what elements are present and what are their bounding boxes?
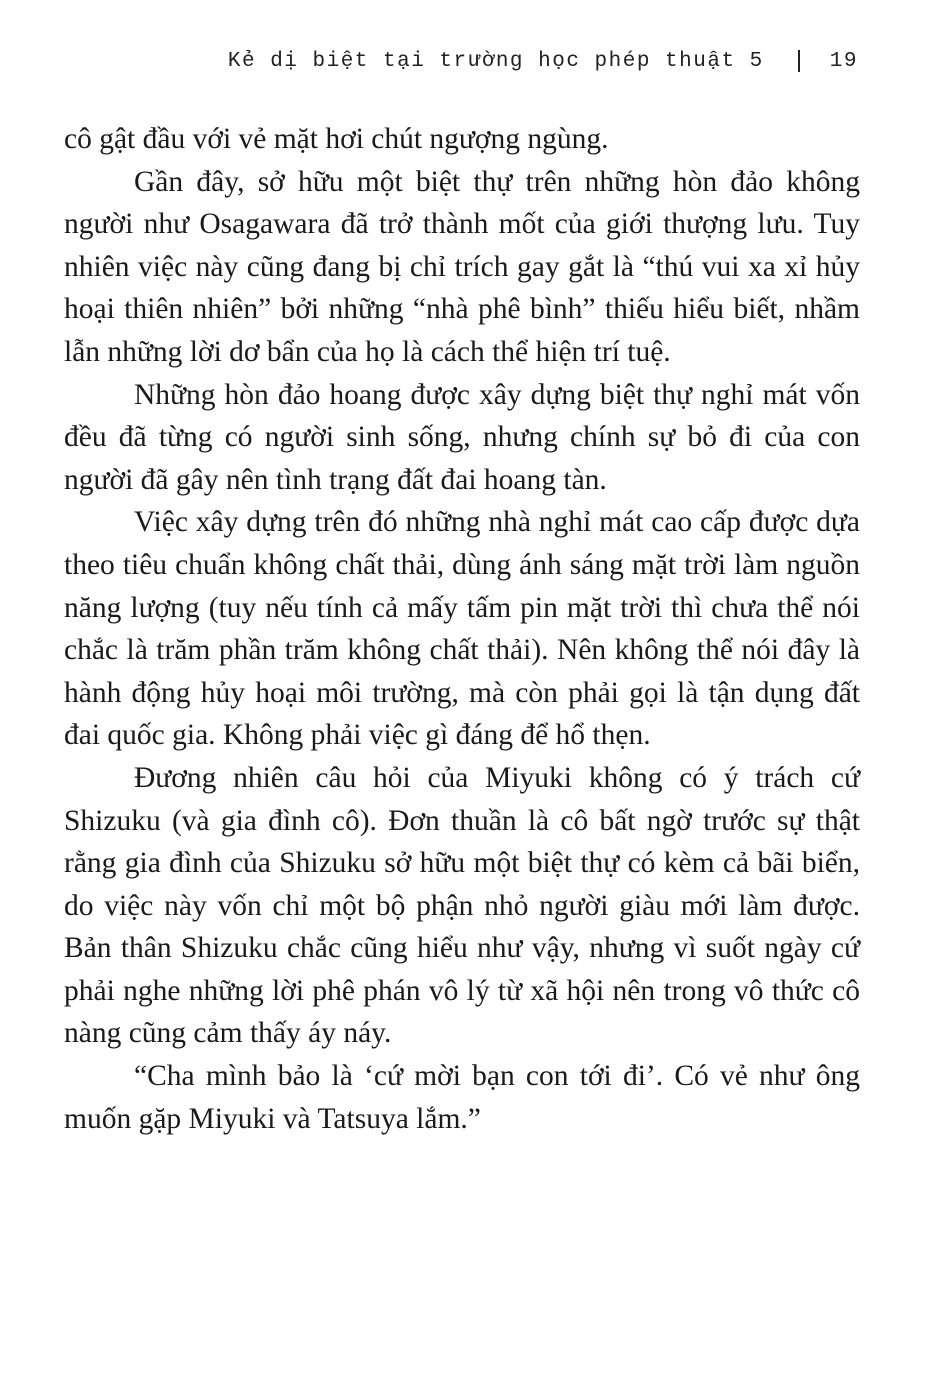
paragraph-1: cô gật đầu với vẻ mặt hơi chút ngượng ngùng. (64, 123, 609, 155)
paragraph-6: “Cha mình bảo là ‘cứ mời bạn con tới đi’. Có vẻ như ông muốn gặp Miyuki và Tatsuya lắm.” (64, 1060, 860, 1135)
book-title: Kẻ dị biệt tại trường học phép thuật 5 (227, 49, 764, 73)
header-separator (798, 50, 800, 72)
paragraph-4: Việc xây dựng trên đó những nhà nghỉ mát cao cấp được dựa theo tiêu chuẩn không chất thải, dùng ánh sáng mặt trời làm nguồn năng lượng (tuy nếu tính cả mấy tấm pin mặt trời thì chưa thể nói chắc là trăm phần trăm không chất thải). Nên không thể nói đây là hành động hủy hoại môi trường, mà còn phải gọi là tận dụng đất đai quốc gia. Không phải việc gì đáng để hổ thẹn. (64, 506, 860, 752)
page-number: 19 (829, 49, 858, 73)
paragraph-2: Gần đây, sở hữu một biệt thự trên những hòn đảo không người như Osagawara đã trở thành mốt của giới thượng lưu. Tuy nhiên việc này cũng đang bị chỉ trích gay gắt là “thú vui xa xỉ hủy hoại thiên nhiên” bởi những “nhà phê bình” thiếu hiểu biết, nhầm lẫn những lời dơ bẩn của họ là cách thể hiện trí tuệ. (64, 165, 860, 368)
running-header (0, 44, 858, 78)
paragraph-5: Đương nhiên câu hỏi của Miyuki không có ý trách cứ Shizuku (và gia đình cô). Đơn thuần là cô bất ngờ trước sự thật rằng gia đình của Shizuku sở hữu một biệt thự có kèm cả bãi biển, do việc này vốn chỉ một bộ phận nhỏ người giàu mới làm được. Bản thân Shizuku chắc cũng hiểu như vậy, nhưng vì suốt ngày cứ phải nghe những lời phê phán vô lý từ xã hội nên trong vô thức cô nàng cũng cảm thấy áy náy. (64, 761, 860, 1050)
body-text (64, 118, 860, 1140)
paragraph-3: Những hòn đảo hoang được xây dựng biệt thự nghỉ mát vốn đều đã từng có người sinh sống, nhưng chính sự bỏ đi của con người đã gây nên tình trạng đất đai hoang tàn. (64, 378, 860, 496)
